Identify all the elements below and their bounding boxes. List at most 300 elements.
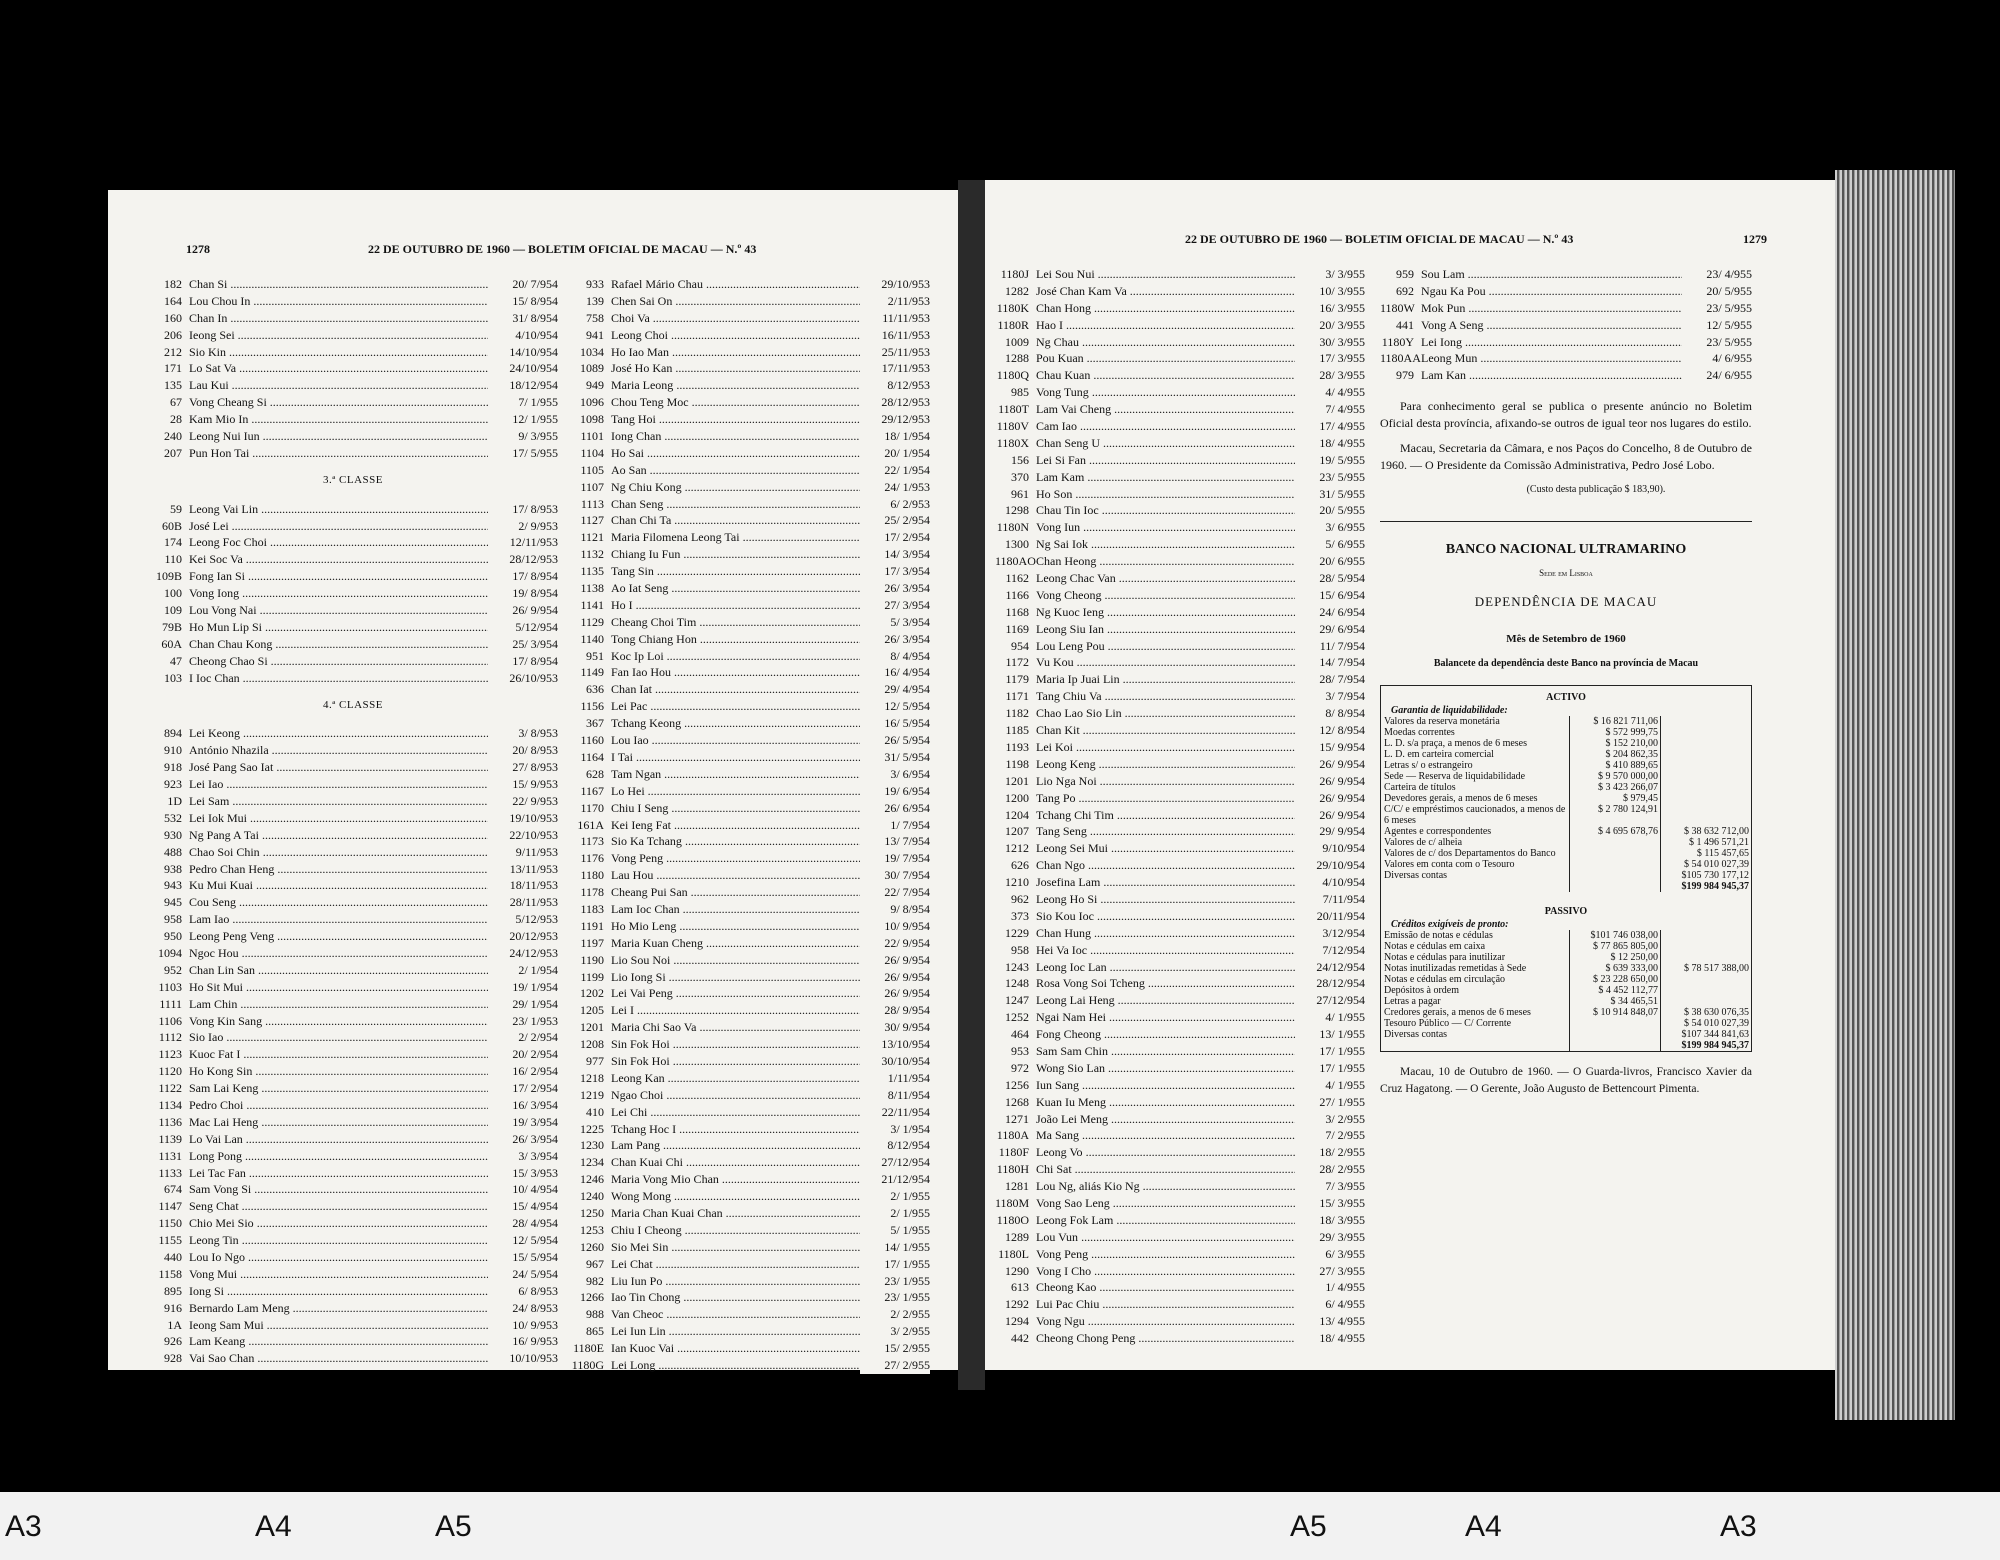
balance-amount: $ 4 695 678,76: [1569, 826, 1660, 837]
entry-name: Leong Keng .....: [1036, 756, 1295, 773]
entry-date: 20/ 7/954: [488, 276, 558, 293]
register-entry: [995, 350, 1365, 367]
entry-name: Lou Ng, aliás Kio Ng .....: [1036, 1178, 1295, 1195]
balance-amount: $ 979,45: [1569, 793, 1660, 804]
entry-number: 945: [164, 895, 182, 910]
balance-label: Letras a pagar: [1384, 995, 1441, 1007]
closing-signature: Macau, 10 de Outubro de 1960. — O Guarda-livros, Francisco Xavier da Cruz Hagatong. — O Gerente, João Augusto de Bettencourt Pimenta.: [1380, 1065, 1752, 1095]
entry-number: 1122: [158, 1081, 182, 1096]
balance-subtotal: [1660, 771, 1751, 782]
entry-number: 1171: [1005, 689, 1029, 704]
entry-name: Leong Lai Heng .....: [1036, 992, 1295, 1009]
register-entry: [148, 534, 558, 551]
entry-date: 21/12/954: [860, 1171, 930, 1188]
entry-name: Vai Sao Chan .....: [189, 1350, 488, 1367]
register-entry: [148, 894, 558, 911]
left-column-2: [570, 276, 930, 1374]
entry-name: Sio Kin .....: [189, 344, 488, 361]
entry-name: Cheong Chao Si .....: [189, 653, 488, 670]
entry-number: 1104: [580, 445, 604, 460]
entry-number: 1173: [580, 834, 604, 849]
entry-number: 1127: [580, 513, 604, 528]
entry-number: 1252: [1005, 1010, 1029, 1025]
entry-number: 440: [164, 1250, 182, 1265]
entry-date: 27/ 8/953: [488, 759, 558, 776]
register-entry: [570, 310, 930, 327]
register-entry: [570, 394, 930, 411]
entry-name: Sou Lam .....: [1421, 266, 1682, 283]
balance-subtotal: $107 344 841,63: [1660, 1029, 1751, 1040]
entry-number: 1096: [580, 395, 604, 410]
entry-date: 3/ 7/954: [1295, 688, 1365, 705]
entry-name: Tang Hoi .....: [611, 411, 860, 428]
entry-name: Tang Chiu Va .....: [1036, 688, 1295, 705]
balance-subtotal: [1660, 760, 1751, 771]
balance-row: [1381, 848, 1751, 859]
entry-name: Pun Hon Tai .....: [189, 445, 488, 462]
left-page: [108, 190, 958, 1370]
register-entry: [570, 681, 930, 698]
entry-name: Tchang Hoc I .....: [611, 1121, 860, 1138]
entry-date: 5/12/954: [488, 619, 558, 636]
balance-subtotal: $ 38 632 712,00: [1660, 826, 1751, 837]
entry-number: 758: [586, 310, 604, 325]
entry-date: 16/ 9/953: [488, 1333, 558, 1350]
entry-date: 24/ 8/953: [488, 1300, 558, 1317]
balance-amount: $ 2 780 124,91: [1569, 804, 1660, 826]
entry-number: 933: [586, 277, 604, 291]
entry-name: Ho Son .....: [1036, 486, 1295, 503]
entry-number: 1180W: [1380, 300, 1415, 315]
entry-date: 14/ 1/955: [860, 1239, 930, 1256]
entry-name: Chan Chi Ta .....: [611, 512, 860, 529]
entry-name: Chan Hung .....: [1036, 925, 1295, 942]
entry-name: Koc Ip Loi .....: [611, 648, 860, 665]
register-entry: [570, 800, 930, 817]
register-entry: [995, 823, 1365, 840]
register-entry: [995, 891, 1365, 908]
entry-name: Chan Heong .....: [1036, 553, 1295, 570]
balance-row: [1381, 738, 1751, 749]
balance-label: L. D. em carteira comercial: [1384, 748, 1494, 760]
balance-subtotal: [1660, 716, 1751, 727]
register-entry: [995, 1246, 1365, 1263]
entry-date: 6/ 3/955: [1295, 1246, 1365, 1263]
register-entry: [148, 1080, 558, 1097]
entry-number: 1155: [158, 1233, 182, 1248]
register-entry: [570, 732, 930, 749]
register-entry: [148, 310, 558, 327]
entry-name: Lou Chou In .....: [189, 293, 488, 310]
entry-date: 3/ 6/954: [860, 766, 930, 783]
register-entry: [995, 959, 1365, 976]
entry-number: 977: [586, 1053, 604, 1068]
register-entry: [148, 827, 558, 844]
entry-name: Ngau Ka Pou .....: [1421, 283, 1682, 300]
balance-label: Valores de c/ alheia: [1384, 836, 1463, 848]
entry-number: 1134: [158, 1098, 182, 1112]
register-entry: [570, 1188, 930, 1205]
entry-number: 532: [164, 810, 182, 825]
entry-date: 3/ 2/955: [1295, 1111, 1365, 1128]
register-entry: [570, 360, 930, 377]
entry-name: Chiang Iu Fun .....: [611, 546, 860, 563]
film-mark: A3: [5, 1510, 42, 1543]
entry-name: Leong Siu Ian .....: [1036, 621, 1295, 638]
entry-date: 2/ 1/955: [860, 1205, 930, 1222]
register-entry: [148, 1063, 558, 1080]
register-entry: [570, 1137, 930, 1154]
entry-number: 28: [170, 412, 182, 427]
entry-number: 1201: [1005, 773, 1029, 788]
register-entry: [995, 367, 1365, 384]
balance-amount: [1569, 1029, 1660, 1040]
register-entry: [148, 411, 558, 428]
entry-number: 135: [164, 378, 182, 393]
entry-name: Hei Va Ioc .....: [1036, 942, 1295, 959]
entry-number: 979: [1396, 368, 1414, 383]
register-entry: [995, 1144, 1365, 1161]
entry-name: Chan Si .....: [189, 276, 488, 293]
register-entry: [570, 749, 930, 766]
register-entry: [570, 1036, 930, 1053]
register-entry: [148, 445, 558, 462]
entry-date: 27/12/954: [1295, 992, 1365, 1009]
entry-number: 1253: [580, 1222, 604, 1237]
entry-name: Lam Kan .....: [1421, 367, 1682, 384]
entry-date: 8/12/953: [860, 377, 930, 394]
entry-number: 206: [164, 327, 182, 342]
entry-name: Lei Chi .....: [611, 1104, 860, 1121]
entry-name: Lau Hou .....: [611, 867, 860, 884]
balance-amount: $ 9 570 000,00: [1569, 771, 1660, 782]
register-entry: [570, 850, 930, 867]
entry-number: 60B: [161, 518, 182, 533]
entry-name: Lei Tac Fan .....: [189, 1165, 488, 1182]
register-list: [995, 266, 1365, 1347]
entry-name: Chan Kuai Chi .....: [611, 1154, 860, 1171]
entry-date: 15/ 9/954: [1295, 739, 1365, 756]
entry-number: 1180O: [996, 1212, 1029, 1227]
entry-number: 1135: [580, 564, 604, 579]
entry-number: 928: [164, 1351, 182, 1366]
entry-name: Leong Foc Choi .....: [189, 534, 488, 551]
entry-name: Lui Pac Chiu .....: [1036, 1296, 1295, 1313]
entry-name: Lio Iong Si .....: [611, 969, 860, 986]
register-entry: [995, 604, 1365, 621]
entry-name: Mac Lai Heng .....: [189, 1114, 488, 1131]
entry-name: Leong Peng Veng .....: [189, 928, 488, 945]
entry-name: Ng Chau .....: [1036, 334, 1295, 351]
balance-label: Valores da reserva monetária: [1384, 715, 1500, 727]
right-column-2: [1380, 266, 1752, 1098]
entry-date: 13/ 7/954: [860, 833, 930, 850]
right-page-number: 1279: [1743, 232, 1767, 246]
entry-name: Maria Kuan Cheng .....: [611, 935, 860, 952]
entry-date: 17/ 4/955: [1295, 418, 1365, 435]
entry-number: 1271: [1005, 1111, 1029, 1126]
register-entry: [148, 1283, 558, 1300]
register-entry: [148, 1114, 558, 1131]
entry-number: 1250: [580, 1205, 604, 1220]
entry-number: 1034: [580, 344, 604, 359]
entry-name: Vong Cheang Si .....: [189, 394, 488, 411]
register-entry: [570, 1053, 930, 1070]
balance-amount: $ 10 914 848,07: [1569, 1007, 1660, 1018]
register-entry: [148, 861, 558, 878]
entry-number: 1282: [1005, 283, 1029, 298]
balance-label: Devedores gerais, a menos de 6 meses: [1384, 792, 1538, 804]
entry-number: 1136: [158, 1114, 182, 1129]
entry-name: Lei I .....: [611, 1002, 860, 1019]
register-entry: [995, 807, 1365, 824]
entry-date: 10/ 9/954: [860, 918, 930, 935]
entry-name: Chao Soi Chin .....: [189, 844, 488, 861]
register-entry: [570, 631, 930, 648]
entry-name: Sio Ka Tchang .....: [611, 833, 860, 850]
entry-date: 5/12/953: [488, 911, 558, 928]
entry-name: Chio Mei Sio .....: [189, 1215, 488, 1232]
register-entry: [148, 1198, 558, 1215]
entry-date: 15/ 6/954: [1295, 587, 1365, 604]
register-entry: [148, 928, 558, 945]
register-entry: [148, 585, 558, 602]
entry-date: 19/ 8/954: [488, 585, 558, 602]
entry-name: Leong Fok Lam .....: [1036, 1212, 1295, 1229]
entry-date: 30/ 9/954: [860, 1019, 930, 1036]
entry-number: 171: [164, 361, 182, 376]
entry-name: Lei Vai Peng .....: [611, 985, 860, 1002]
register-entry: [148, 377, 558, 394]
register-entry: [995, 1313, 1365, 1330]
entry-number: 1103: [158, 979, 182, 994]
entry-name: Lou Vong Nai .....: [189, 602, 488, 619]
entry-name: Cheong Chong Peng .....: [1036, 1330, 1295, 1347]
register-entry: [995, 418, 1365, 435]
register-entry: [995, 334, 1365, 351]
divider: [1380, 521, 1752, 522]
entry-number: 1256: [1005, 1077, 1029, 1092]
balance-label: Notas e cédulas para inutilizar: [1384, 951, 1506, 963]
entry-name: Pou Kuan .....: [1036, 350, 1295, 367]
register-entry: [570, 766, 930, 783]
entry-number: 988: [586, 1307, 604, 1322]
balance-subtotal: $ 54 010 027,39: [1660, 1018, 1751, 1029]
register-entry: [995, 1161, 1365, 1178]
entry-date: 22/11/954: [860, 1104, 930, 1121]
register-entry: [995, 756, 1365, 773]
entry-name: Chi Sat .....: [1036, 1161, 1295, 1178]
entry-date: 22/ 9/954: [860, 935, 930, 952]
balance-subtotal: $ 115 457,65: [1660, 848, 1751, 859]
entry-number: 1182: [1005, 706, 1029, 721]
entry-number: 1266: [580, 1290, 604, 1305]
entry-number: 161A: [577, 817, 604, 832]
entry-date: 26/ 3/954: [860, 580, 930, 597]
entry-number: 1166: [1005, 587, 1029, 602]
register-entry: [995, 874, 1365, 891]
register-entry: [148, 810, 558, 827]
entry-name: Chan Chau Kong .....: [189, 636, 488, 653]
entry-date: 26/ 5/954: [860, 732, 930, 749]
entry-number: 1172: [1005, 655, 1029, 670]
balance-label: Emissão de notas e cédulas: [1384, 929, 1493, 941]
entry-name: Iong Si .....: [189, 1283, 488, 1300]
register-entry: [570, 1121, 930, 1138]
register-entry: [570, 648, 930, 665]
register-entry: [148, 1097, 558, 1114]
register-entry: [570, 1070, 930, 1087]
entry-name: Chen Sai On .....: [611, 293, 860, 310]
register-entry: [570, 935, 930, 952]
entry-name: Chan Seng U .....: [1036, 435, 1295, 452]
entry-date: 2/ 2/955: [860, 1306, 930, 1323]
entry-name: Tchang Keong .....: [611, 715, 860, 732]
entry-number: 1180H: [996, 1162, 1029, 1177]
register-entry: [570, 479, 930, 496]
register-entry: [995, 773, 1365, 790]
entry-number: 692: [1396, 283, 1414, 298]
entry-date: 28/ 3/955: [1295, 367, 1365, 384]
entry-date: 11/11/953: [860, 310, 930, 327]
entry-number: 240: [164, 429, 182, 444]
entry-number: 1089: [580, 361, 604, 376]
entry-number: 943: [164, 878, 182, 893]
register-entry: [570, 698, 930, 715]
entry-date: 15/ 9/953: [488, 776, 558, 793]
entry-number: 916: [164, 1300, 182, 1315]
entry-number: 1243: [1005, 959, 1029, 974]
balance-subtotal: $ 54 010 027,39: [1660, 859, 1751, 870]
entry-date: 28/12/953: [488, 551, 558, 568]
entry-name: Vong I Cho .....: [1036, 1263, 1295, 1280]
entry-date: 12/ 5/955: [1682, 317, 1752, 334]
register-entry: [570, 1340, 930, 1357]
entry-name: Cheang Choi Tim .....: [611, 614, 860, 631]
entry-date: 7/12/954: [1295, 942, 1365, 959]
register-entry: [995, 553, 1365, 570]
entry-number: 1167: [580, 783, 604, 798]
register-entry: [570, 1002, 930, 1019]
entry-number: 1208: [580, 1037, 604, 1052]
entry-date: 16/ 4/954: [860, 664, 930, 681]
entry-number: 1180X: [996, 435, 1029, 450]
entry-name: Tang Seng .....: [1036, 823, 1295, 840]
register-entry: [570, 952, 930, 969]
register-entry: [995, 1178, 1365, 1195]
entry-name: Ieong Sam Mui .....: [189, 1317, 488, 1334]
entry-date: 17/ 1/955: [1295, 1043, 1365, 1060]
entry-name: Vong Sao Leng .....: [1036, 1195, 1295, 1212]
entry-date: 19/ 3/954: [488, 1114, 558, 1131]
register-entry: [570, 293, 930, 310]
entry-name: Ngoc Hou .....: [189, 945, 488, 962]
entry-name: Lo Hei .....: [611, 783, 860, 800]
entry-date: 26/ 3/954: [860, 631, 930, 648]
entry-date: 3/ 3/954: [488, 1148, 558, 1165]
register-entry: [995, 486, 1365, 503]
entry-number: 865: [586, 1324, 604, 1339]
entry-number: 1180E: [573, 1341, 604, 1356]
entry-name: Fong Ian Si .....: [189, 568, 488, 585]
balance-subtotal: [1660, 985, 1751, 996]
entry-name: Vong Iun .....: [1036, 519, 1295, 536]
entry-name: Lei Iong .....: [1421, 334, 1682, 351]
entry-number: 1141: [580, 597, 604, 612]
register-entry: [995, 1127, 1365, 1144]
entry-number: 79B: [161, 619, 182, 634]
entry-number: 1180AA: [1380, 351, 1421, 366]
entry-number: 1139: [158, 1131, 182, 1146]
entry-name: Leong Vai Lin .....: [189, 501, 488, 518]
balance-label: Credores gerais, a menos de 6 meses: [1384, 1006, 1531, 1018]
register-entry: [995, 266, 1365, 283]
register-entry: [570, 1306, 930, 1323]
entry-number: 156: [1011, 452, 1029, 467]
entry-date: 12/ 1/955: [488, 411, 558, 428]
entry-number: 1179: [1005, 672, 1029, 687]
passivo-heading: PASSIVO: [1544, 905, 1588, 917]
entry-date: 24/12/954: [1295, 959, 1365, 976]
balance-label: Tesouro Público — C/ Corrente: [1384, 1017, 1512, 1029]
balance-amount: $ 77 865 805,00: [1569, 941, 1660, 952]
entry-number: 1207: [1005, 824, 1029, 839]
register-entry: [1380, 367, 1752, 384]
entry-name: Hao I .....: [1036, 317, 1295, 334]
entry-number: 1247: [1005, 993, 1029, 1008]
entry-number: 1180K: [996, 300, 1029, 315]
entry-date: 18/ 3/955: [1295, 1212, 1365, 1229]
register-entry: [995, 587, 1365, 604]
entry-date: 6/ 4/955: [1295, 1296, 1365, 1313]
balance-row: [1381, 826, 1751, 837]
balance-row: [1381, 1029, 1751, 1040]
entry-name: Josefina Lam .....: [1036, 874, 1295, 891]
register-entry: [570, 580, 930, 597]
entry-name: Tang Sin .....: [611, 563, 860, 580]
balance-amount: $ 16 821 711,06: [1569, 716, 1660, 727]
register-entry: [148, 428, 558, 445]
entry-name: Wong Mong .....: [611, 1188, 860, 1205]
entry-date: 24/ 6/955: [1682, 367, 1752, 384]
entry-number: 1111: [159, 996, 182, 1011]
entry-number: 1162: [1005, 571, 1029, 586]
entry-name: Bernardo Lam Meng .....: [189, 1300, 488, 1317]
balance-label: Agentes e correspondentes: [1384, 825, 1492, 837]
register-entry: [570, 817, 930, 834]
register-entry: [148, 636, 558, 653]
register-entry: [570, 344, 930, 361]
entry-date: 26/ 9/954: [860, 969, 930, 986]
register-entry: [148, 1333, 558, 1350]
register-entry: [995, 1026, 1365, 1043]
entry-name: Rosa Vong Soi Tcheng .....: [1036, 975, 1295, 992]
register-entry: [995, 705, 1365, 722]
entry-date: 27/ 3/955: [1295, 1263, 1365, 1280]
entry-number: 953: [1011, 1043, 1029, 1058]
entry-date: 23/ 1/953: [488, 1013, 558, 1030]
entry-number: 1300: [1005, 537, 1029, 552]
register-entry: [995, 1296, 1365, 1313]
register-entry: [995, 1043, 1365, 1060]
entry-number: 1120: [158, 1064, 182, 1079]
entry-name: Tong Chiang Hon .....: [611, 631, 860, 648]
balance-subtotal: [1660, 738, 1751, 749]
entry-number: 1294: [1005, 1314, 1029, 1329]
entry-name: Ho I .....: [611, 597, 860, 614]
entry-number: 370: [1011, 469, 1029, 484]
entry-number: 1200: [1005, 790, 1029, 805]
